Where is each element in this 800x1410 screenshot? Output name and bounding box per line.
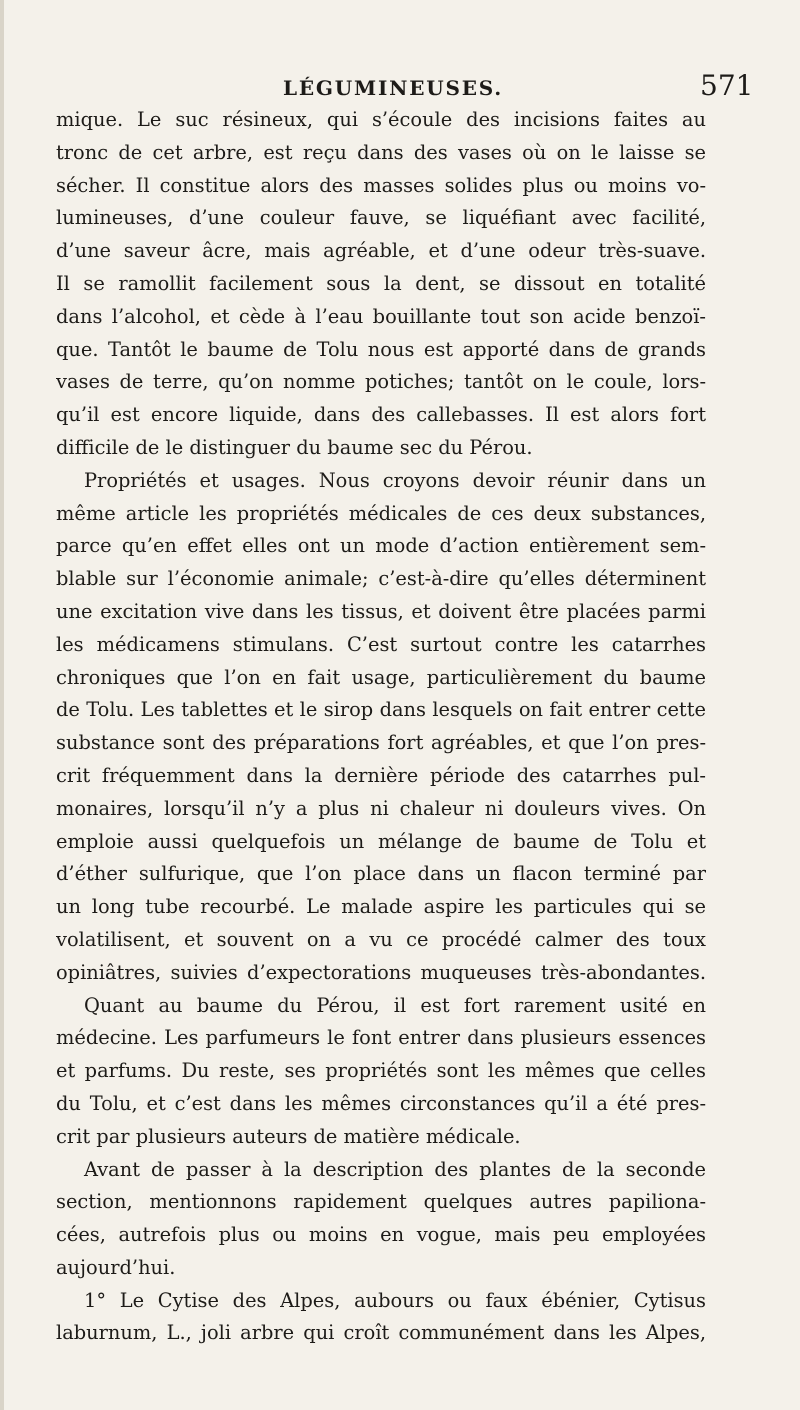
text-line: crit fréquemment dans la dernière période des catarrhes pul- [56,763,706,787]
text-line: même article les propriétés médicales de ces deux substances, [56,501,706,525]
text-line: lumineuses, d’une couleur fauve, se liquéfiant avec facilité, [56,206,706,230]
text-line: d’une saveur âcre, mais agréable, et d’une odeur très-suave. [56,239,706,263]
text-line: sécher. Il constitue alors des masses solides plus ou moins vo- [56,173,706,197]
text-line: un long tube recourbé. Le malade aspire les particules qui se [56,895,706,919]
text-line: laburnum, L., joli arbre qui croît communément dans les Alpes, [56,1321,706,1345]
page-number: 571 [700,69,754,102]
text-line: vases de terre, qu’on nomme potiches; tantôt on le coule, lors- [56,370,706,394]
text-line: d’éther sulfurique, que l’on place dans un flacon terminé par [56,862,706,886]
text-line: cées, autrefois plus ou moins en vogue, mais peu employées [56,1223,706,1247]
text-line: monaires, lorsqu’il n’y a plus ni chaleur ni douleurs vives. On [56,796,706,820]
text-line: médecine. Les parfumeurs le font entrer dans plusieurs essences [56,1026,706,1050]
text-line: Quant au baume du Pérou, il est fort rarement usité en [84,993,706,1017]
text-line: parce qu’en effet elles ont un mode d’action entièrement sem- [56,534,706,558]
text-line: chroniques que l’on en fait usage, particulièrement du baume [56,665,706,689]
body-text [56,104,706,1350]
text-line: opiniâtres, suivies d’expectorations muqueuses très-abondantes. [56,960,706,984]
text-line: et parfums. Du reste, ses propriétés sont les mêmes que celles [56,1059,706,1083]
page-header [0,62,800,102]
text-line: Propriétés et usages. Nous croyons devoir réunir dans un [84,468,706,492]
text-line: de Tolu. Les tablettes et le sirop dans lesquels on fait entrer cette [56,698,706,722]
text-line: tronc de cet arbre, est reçu dans des vases où on le laisse se [56,140,706,164]
running-title: LÉGUMINEUSES. [283,76,504,100]
text-line: du Tolu, et c’est dans les mêmes circonstances qu’il a été pres- [56,1091,706,1115]
text-line: aujourd’hui. [56,1255,176,1279]
text-line: une excitation vive dans les tissus, et doivent être placées parmi [56,599,706,623]
text-line: blable sur l’économie animale; c’est-à-dire qu’elles déterminent [56,567,706,591]
text-line: les médicamens stimulans. C’est surtout contre les catarrhes [56,632,706,656]
text-line: substance sont des préparations fort agréables, et que l’on pres- [56,731,706,755]
text-line: volatilisent, et souvent on a vu ce procédé calmer des toux [56,927,706,951]
text-line: que. Tantôt le baume de Tolu nous est apporté dans de grands [56,337,706,361]
text-line: Avant de passer à la description des plantes de la seconde [84,1157,706,1181]
text-line: Il se ramollit facilement sous la dent, se dissout en totalité [56,271,706,295]
text-line: qu’il est encore liquide, dans des callebasses. Il est alors fort [56,403,706,427]
text-line: difficile de le distinguer du baume sec du Pérou. [56,435,533,459]
text-line: emploie aussi quelquefois un mélange de baume de Tolu et [56,829,706,853]
text-line: mique. Le suc résineux, qui s’écoule des incisions faites au [56,108,706,131]
text-line: 1° Le Cytise des Alpes, aubours ou faux ébénier, Cytisus [84,1288,706,1312]
text-line: section, mentionnons rapidement quelques autres papiliona- [56,1190,706,1214]
text-line: crit par plusieurs auteurs de matière médicale. [56,1124,521,1148]
text-line: dans l’alcohol, et cède à l’eau bouillante tout son acide benzoï- [56,304,706,328]
page-edge [0,0,4,1410]
